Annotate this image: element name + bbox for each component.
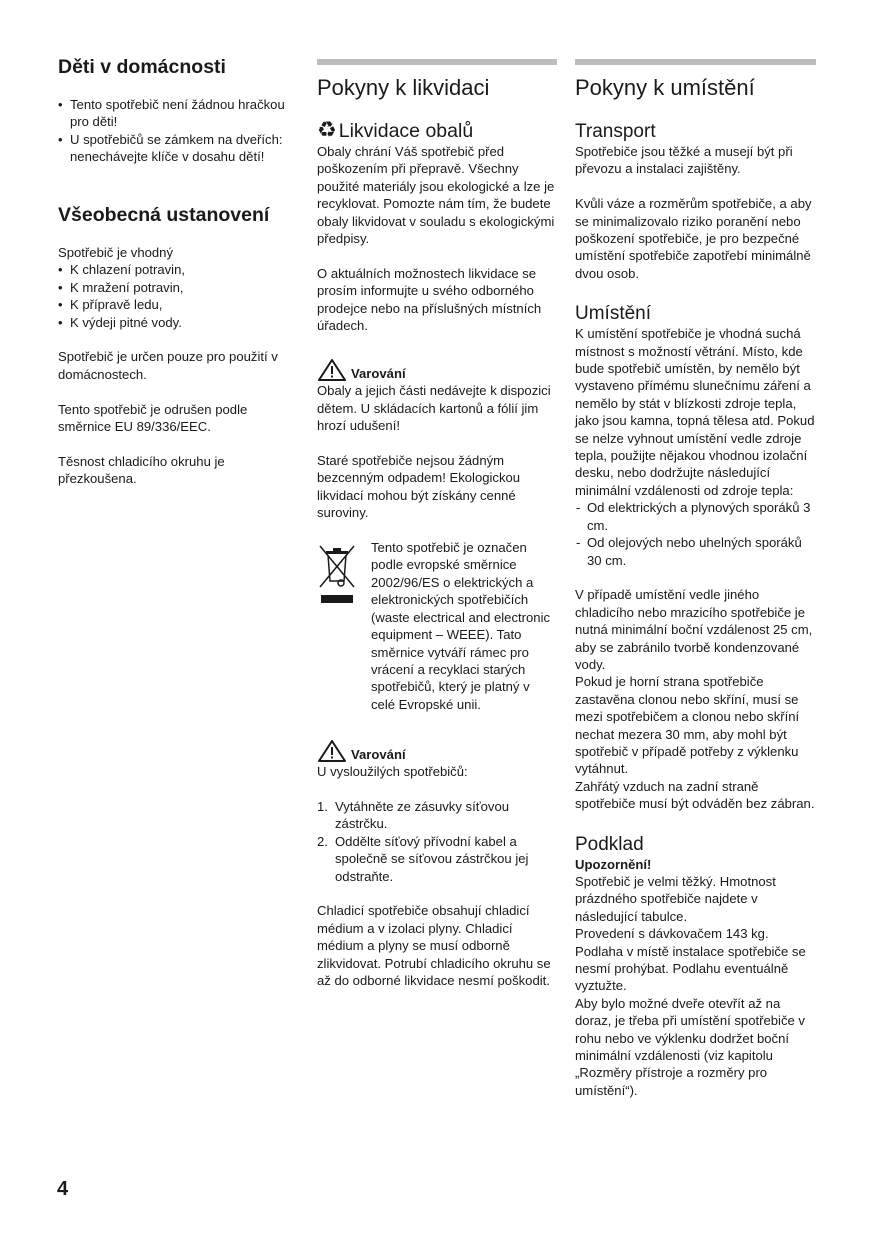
refrigerant-paragraph: Chladicí spotřebiče obsahují chladicí médium a v izolaci plyny. Chladicí médium a plyny se musí odborně zlikvidovat. Potrubí chladicího okruhu se až do odborné likvidace nesmí poškodit. bbox=[317, 903, 551, 988]
list-item: - Od olejových nebo uhelných sporáků 30 cm. bbox=[575, 534, 817, 569]
packaging-paragraph: Obaly chrání Váš spotřebič před poškozením při přepravě. Všechny použité materiály jsou ekologické a lze je recyklovat. Pomozte nám tím, že budete obaly likvidovat v souladu s ekologickými předpisy. bbox=[317, 144, 555, 247]
weee-block bbox=[317, 539, 557, 713]
transport-heading: Transport bbox=[575, 121, 656, 142]
heading-placement: Pokyny k umístění bbox=[575, 75, 755, 100]
dispenser-weight: Provedení s dávkovačem 143 kg. bbox=[575, 926, 769, 942]
disposal-section bbox=[317, 119, 557, 989]
warning-icon bbox=[317, 358, 347, 382]
general-section bbox=[58, 244, 298, 488]
warning-title: Varování bbox=[317, 358, 557, 382]
transport-paragraph-2: Kvůli váze a rozměrům spotřebiče, a aby se minimalizovalo riziko poranění nebo poškození spotřebiče, je pro bezpečné umístění spotřebiče zapotřebí minimálně dvou osob. bbox=[575, 196, 812, 281]
list-item: - Od elektrických a plynových sporáků 3 cm. bbox=[575, 499, 817, 534]
heading-general: Všeobecná ustanovení bbox=[58, 204, 270, 226]
circuit-paragraph: Těsnost chladicího okruhu je přezkoušena. bbox=[58, 453, 225, 487]
packaging-heading-text: Likvidace obalů bbox=[338, 119, 474, 142]
list-item: • K přípravě ledu, bbox=[58, 296, 298, 313]
placement-subheading: Umístění bbox=[575, 303, 652, 325]
header-bar-disposal bbox=[317, 59, 557, 65]
distance-list bbox=[575, 499, 817, 569]
list-item: • Tento spotřebič není žádnou hračkou pro děti! bbox=[58, 96, 298, 131]
warning-title: Varování bbox=[317, 739, 557, 763]
emc-paragraph: Tento spotřebič je odrušen podle směrnice EU 89/336/EEC. bbox=[58, 401, 248, 435]
placement-section bbox=[575, 120, 817, 1099]
list-item: • U spotřebičů se zámkem na dveřích: nenechávejte klíče v dosahu dětí! bbox=[58, 131, 298, 166]
list-item: 1. Vytáhněte ze zásuvky síťovou zástrčku. bbox=[317, 798, 510, 832]
side-distance-paragraph: V případě umístění vedle jiného chladicího nebo mrazicího spotřebiče je nutná minimální boční vzdálenost 25 cm, aby se zabránilo tvorbě kondenzované vody. bbox=[575, 587, 813, 672]
old-appliance-paragraph: Staré spotřebiče nejsou žádným bezcenným odpadem! Ekologickou likvidací mohou být získány cenné suroviny. bbox=[317, 453, 521, 521]
list-item: • K výdeji pitné vody. bbox=[58, 314, 298, 331]
household-paragraph: Spotřebič je určen pouze pro použití v domácnostech. bbox=[58, 349, 278, 382]
warm-air-paragraph: Zahřátý vzduch na zadní straně spotřebiče musí být odváděn bez zábran. bbox=[575, 778, 815, 812]
floor-strength-paragraph: Podlaha v místě instalace spotřebiče se nesmí prohýbat. Podlahu eventuálně vyztužte. bbox=[575, 943, 806, 994]
heading-children: Děti v domácnosti bbox=[58, 56, 226, 78]
list-item: 2. Oddělte síťový přívodní kabel a společně se síťovou zástrčkou jej odstraňte. bbox=[317, 833, 529, 884]
packaging-heading bbox=[317, 119, 557, 143]
warning-text: Obaly a jejich části nedávejte k dispozici dětem. U skládacích kartonů a fólií jim hrozí udušení! bbox=[317, 383, 551, 434]
warning2-intro: U vysloužilých spotřebičů: bbox=[317, 764, 468, 780]
crossed-bin-icon bbox=[317, 543, 357, 605]
list-item: • K chlazení potravin, bbox=[58, 261, 298, 278]
placement-paragraph: K umístění spotřebiče je vhodná suchá místnost s možností větrání. Místo, kde bude spotřebič umístěn, by nemělo být vystaveno přímému slunečnímu záření a nemělo by stát v blízkosti zdroje tepla, jako jsou kamna, topná tělesa atd. Pokud se nelze vyhnout umístění vedle zdroje tepla, použijte nějakou vhodnou izolační desku, nebo dodržujte následující minimální vzdálenosti od zdroje tepla: bbox=[575, 326, 815, 498]
list-item: • K mražení potravin, bbox=[58, 279, 298, 296]
recycle-icon: ♻ bbox=[317, 118, 337, 143]
warning-icon bbox=[317, 739, 347, 763]
disposal-steps bbox=[317, 798, 557, 885]
top-gap-paragraph: Pokud je horní strana spotřebiče zastavěna clonou nebo skříní, musí se mezi spotřebičem a clonou nebo skříní nechat mezera 30 mm, aby mohl být spotřebič v případě potřeby z výklenku vytáhnut. bbox=[575, 674, 800, 777]
floor-heading: Podklad bbox=[575, 833, 644, 855]
uses-list bbox=[58, 261, 298, 331]
children-bullet-list bbox=[58, 96, 298, 166]
transport-paragraph: Spotřebiče jsou těžké a musejí být při převozu a instalaci zajištěny. bbox=[575, 144, 793, 177]
page-number: 4 bbox=[57, 1178, 69, 1200]
notice-label: Upozornění! bbox=[575, 856, 652, 872]
uses-intro: Spotřebič je vhodný bbox=[58, 245, 174, 260]
local-info-paragraph: O aktuálních možnostech likvidace se prosím informujte u svého odborného prodejce nebo na příslušných místních úřadech. bbox=[317, 265, 542, 334]
header-bar-placement bbox=[575, 59, 816, 65]
weee-text: Tento spotřebič je označen podle evropské směrnice 2002/96/ES o elektrických a elektronických spotřebičích (waste electrical and electronic equipment – WEEE). Tato směrnice vytváří rámec pro vrácení a recyklaci starých spotřebičů, který je platný v celé Evropské unii. bbox=[371, 540, 551, 712]
weight-paragraph: Spotřebič je velmi těžký. Hmotnost prázdného spotřebiče najdete v následující tabulce. bbox=[575, 874, 776, 924]
door-opening-paragraph: Aby bylo možné dveře otevřít až na doraz, je třeba při umístění spotřebiče v rohu nebo ve výklenku dodržet boční minimální vzdálenosti (viz kapitolu „Rozměry přístroje a rozměry pro umístění“). bbox=[575, 995, 805, 1098]
heading-disposal: Pokyny k likvidaci bbox=[317, 75, 490, 100]
